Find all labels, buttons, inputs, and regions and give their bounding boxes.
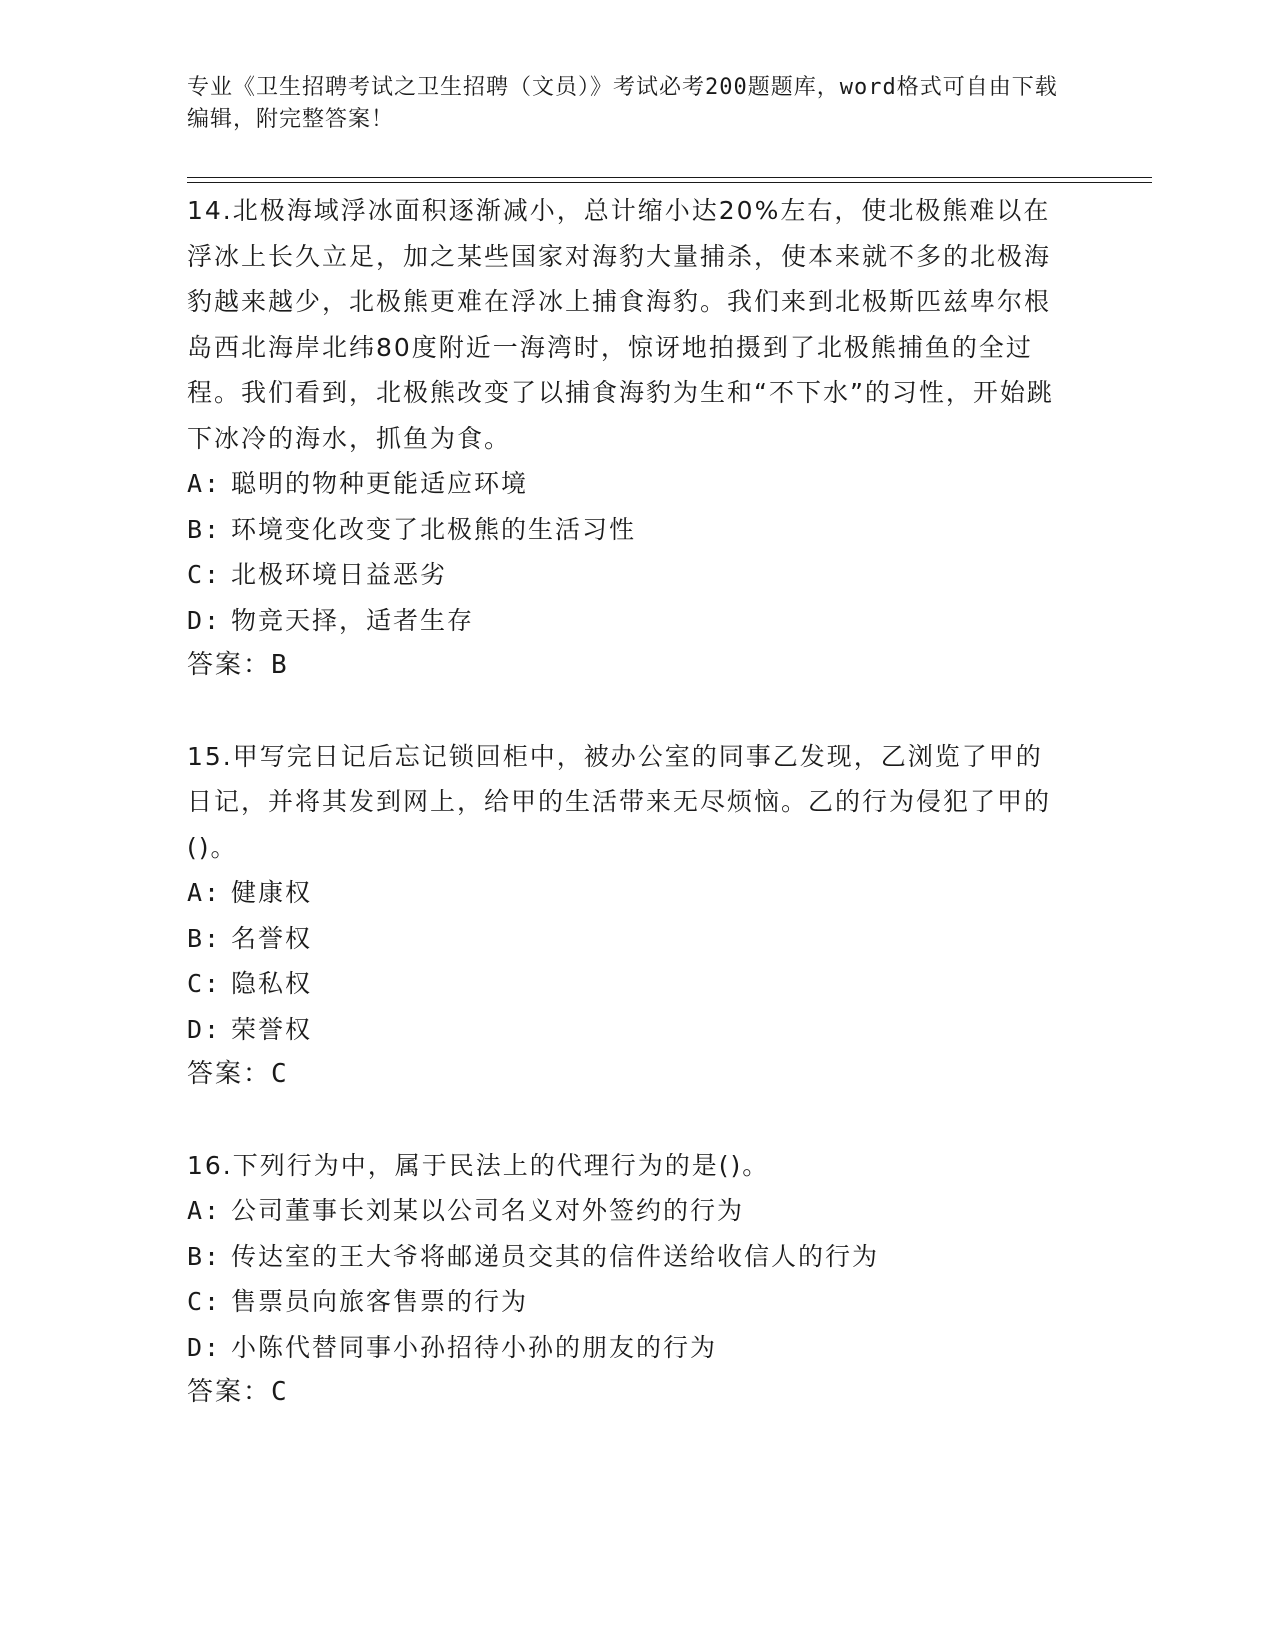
option-letter: D: — [187, 1014, 222, 1044]
option-text: 隐私权 — [231, 969, 313, 998]
option-letter: B: — [187, 514, 222, 544]
question-text: 16.下列行为中，属于民法上的代理行为的是()。 — [187, 1150, 770, 1180]
option-d — [187, 1007, 1067, 1053]
option-a — [187, 461, 1067, 507]
question-14 — [187, 188, 1067, 689]
header-divider-top — [187, 177, 1152, 178]
document-header: 专业《卫生招聘考试之卫生招聘（文员）》考试必考200题题库，word格式可自由下载编辑，附完整答案！ — [187, 75, 1058, 132]
answer-label: 答案： — [187, 1377, 272, 1407]
question-text: 15.甲写完日记后忘记锁回柜中，被办公室的同事乙发现，乙浏览了甲的日记，并将其发到网上，给甲的生活带来无尽烦恼。乙的行为侵犯了甲的()。 — [187, 741, 1052, 862]
option-letter: A: — [187, 1196, 222, 1225]
option-a — [187, 1188, 1067, 1234]
option-text: 聪明的物种更能适应环境 — [231, 469, 529, 498]
option-b — [187, 916, 1067, 962]
option-text: 环境变化改变了北极熊的生活习性 — [231, 514, 637, 544]
option-text: 健康权 — [231, 878, 313, 907]
option-letter: B: — [187, 1241, 222, 1271]
option-letter: B: — [187, 923, 222, 953]
option-letter: C: — [187, 1287, 222, 1316]
answer-value: C — [271, 1377, 287, 1407]
option-text: 荣誉权 — [231, 1014, 313, 1044]
option-d — [187, 598, 1067, 644]
answer-label: 答案： — [187, 1059, 272, 1089]
option-letter: D: — [187, 605, 222, 635]
option-letter: A: — [187, 469, 222, 498]
option-letter: A: — [187, 878, 222, 907]
header-divider-bottom — [187, 182, 1152, 183]
answer-line — [187, 1370, 1067, 1416]
option-d — [187, 1325, 1067, 1371]
option-text: 传达室的王大爷将邮递员交其的信件送给收信人的行为 — [231, 1241, 880, 1271]
answer-value: C — [271, 1059, 287, 1089]
option-text: 小陈代替同事小孙招待小孙的朋友的行为 — [231, 1332, 718, 1362]
question-15 — [187, 734, 1067, 1098]
option-text: 物竞天择，适者生存 — [231, 605, 475, 635]
option-letter: C: — [187, 969, 222, 998]
option-c — [187, 1279, 1067, 1325]
question-list — [187, 188, 1067, 1416]
option-text: 名誉权 — [231, 923, 313, 953]
option-text: 售票员向旅客售票的行为 — [231, 1287, 529, 1316]
option-c — [187, 961, 1067, 1007]
option-c — [187, 552, 1067, 598]
answer-value: B — [271, 650, 287, 680]
option-text: 北极环境日益恶劣 — [231, 560, 448, 589]
question-text: 14.北极海域浮冰面积逐渐减小，总计缩小达20%左右，使北极熊难以在浮冰上长久立足，加之某些国家对海豹大量捕杀，使本来就不多的北极海豹越来越少，北极熊更难在浮冰上捕食海豹。我们来到北极斯匹兹卑尔根岛西北海岸北纬80度附近一海湾时，惊讶地拍摄到了北极熊捕鱼的全过程。我们看到，北极熊改变了以捕食海豹为生和“不下水”的习性，开始跳下冰冷的海水，抓鱼为食。 — [187, 196, 1054, 453]
answer-line — [187, 1052, 1067, 1098]
question-16 — [187, 1143, 1067, 1416]
option-letter: C: — [187, 560, 222, 589]
option-b — [187, 1234, 1067, 1280]
option-text: 公司董事长刘某以公司名义对外签约的行为 — [231, 1196, 745, 1225]
answer-label: 答案： — [187, 650, 272, 680]
answer-line — [187, 643, 1067, 689]
option-letter: D: — [187, 1332, 222, 1362]
option-b — [187, 507, 1067, 553]
option-a — [187, 870, 1067, 916]
